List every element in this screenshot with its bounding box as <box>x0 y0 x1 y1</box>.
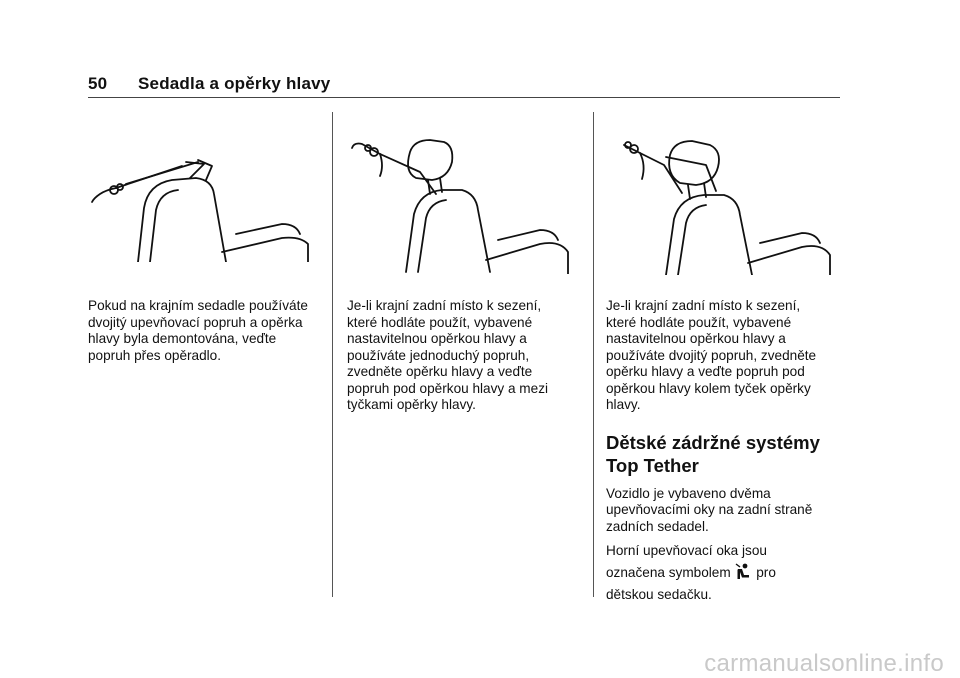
text-line: upevňovacími oky na zadní straně <box>606 502 813 517</box>
header-rule <box>88 97 840 98</box>
section-heading <box>606 431 846 477</box>
paragraph <box>606 543 846 604</box>
section-heading-line: Top Tether <box>606 454 699 476</box>
paragraph <box>606 486 846 536</box>
text-line: Pokud na krajním sedadle používáte <box>88 298 308 313</box>
text-line: nastavitelnou opěrkou hlavy a <box>347 331 527 346</box>
column-2-text <box>347 298 587 414</box>
child-seat-tether-symbol-icon <box>735 563 751 585</box>
text-line: které hodláte použít, vybavené <box>347 314 533 330</box>
text-line: popruh přes opěradlo. <box>88 347 222 363</box>
text-line: zadních sedadel. <box>606 518 709 534</box>
column-divider <box>593 112 594 597</box>
column-1-text <box>88 298 326 364</box>
column-divider <box>332 112 333 597</box>
text-line: používáte dvojitý popruh, zvedněte <box>606 347 817 363</box>
page-title: Sedadla a opěrky hlavy <box>138 74 331 93</box>
text-line: nastavitelnou opěrkou hlavy a <box>606 331 786 346</box>
watermark: carmanualsonline.info <box>704 650 944 677</box>
text-line: dvojitý upevňovací popruh a opěrka <box>88 314 303 330</box>
text-line: opěrkou hlavy kolem tyček opěrky <box>606 380 811 396</box>
page-number: 50 <box>88 74 108 93</box>
text-line: používáte jednoduchý popruh, <box>347 347 530 363</box>
text-line: hlavy byla demontována, veďte <box>88 331 277 346</box>
text-fragment: pro <box>756 564 776 580</box>
column-3-text <box>606 298 846 604</box>
page-header <box>88 74 330 94</box>
text-line-with-symbol <box>606 563 846 585</box>
seat-double-tether-headrest-raised-illustration <box>606 135 834 285</box>
text-line: opěrku hlavy a veďte popruh pod <box>606 364 805 379</box>
text-line: popruh pod opěrkou hlavy a mezi <box>347 380 549 396</box>
text-line: Horní upevňovací oka jsou <box>606 543 767 558</box>
text-fragment: označena symbolem <box>606 564 731 580</box>
text-line: zvedněte opěrku hlavy a veďte <box>347 364 533 379</box>
seat-single-tether-headrest-raised-illustration <box>340 132 572 287</box>
text-line: Vozidlo je vybaveno dvěma <box>606 485 771 501</box>
text-line: Je-li krajní zadní místo k sezení, <box>606 298 801 313</box>
text-line: které hodláte použít, vybavené <box>606 314 792 330</box>
section-heading-line: Dětské zádržné systémy <box>606 431 820 453</box>
seat-double-tether-headrest-removed-illustration <box>86 150 314 273</box>
text-line: hlavy. <box>606 397 641 412</box>
text-line: dětskou sedačku. <box>606 587 712 602</box>
text-line: Je-li krajní zadní místo k sezení, <box>347 298 542 313</box>
text-line: tyčkami opěrky hlavy. <box>347 397 476 412</box>
